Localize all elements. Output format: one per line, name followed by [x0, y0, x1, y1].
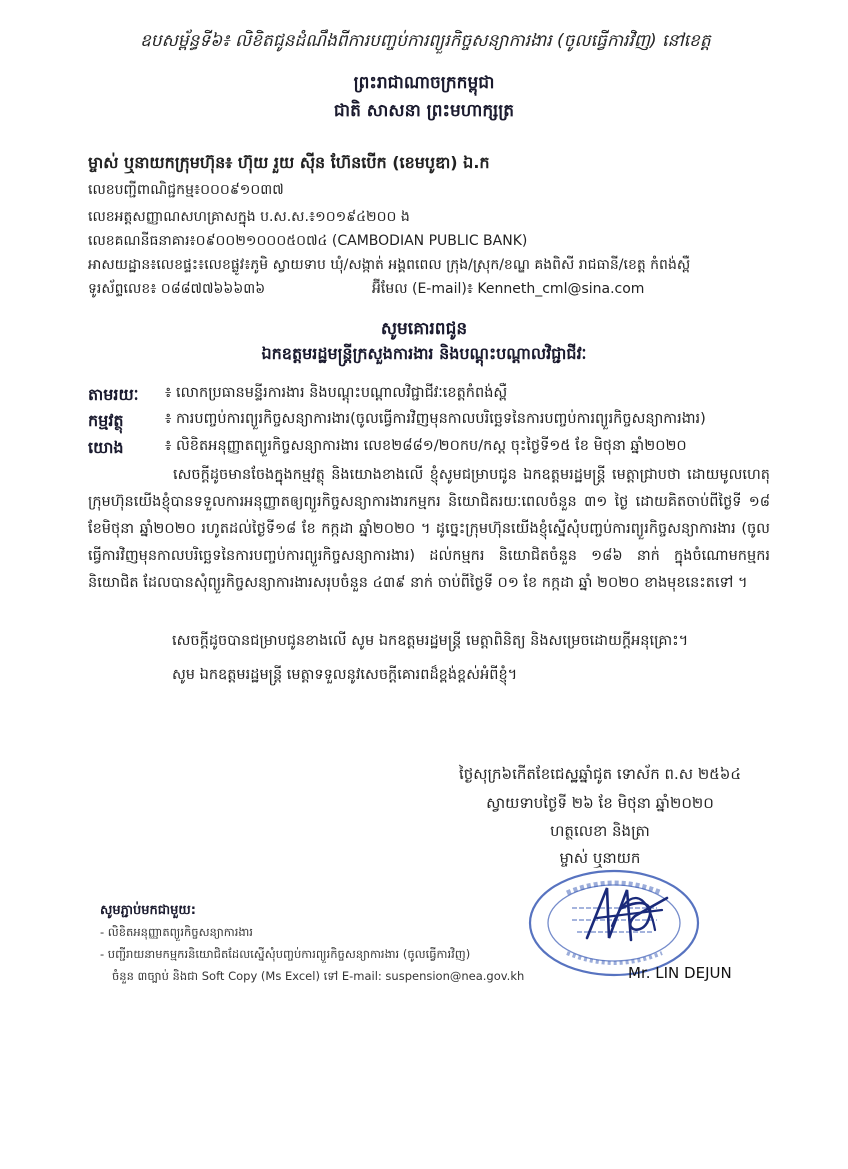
attachment-item-3: ចំនួន ៣ច្បាប់ និងជា Soft Copy (Ms Excel) ទៅ E-mail: suspension@nea.gov.kh [112, 969, 525, 983]
signer-name: Mr. LIN DEJUN [628, 964, 732, 982]
via-value: ៖ លោកប្រធានមន្ទីរការងារ និងបណ្តុះបណ្តាលវិជ្ជាជីវៈខេត្តកំពង់ស្ពឺ [165, 385, 508, 401]
body-paragraph-1: សេចក្តីដូចមានចែងក្នុងកម្មវត្ថុ និងយោងខាងលើ ខ្ញុំសូមជម្រាបជូន ឯកឧត្តមរដ្ឋមន្ត្រី មេត្តាជ្រាបថា ដោយមូលហេតុក្រុមហ៊ុនយើងខ្ញុំបានទទួលការអនុញ្ញាតឲ្យព្យួរកិច្ចសន្យាការងារកម្មករ និយោជិតរយៈពេលចំនួន ៣១ ថ្ងៃ ដោយគិតចាប់ពីថ្ងៃទី ១៨ ខែមិថុនា ឆ្នាំ២០២០ រហូតដល់ថ្ងៃទី១៨ ខែ កក្កដា ឆ្នាំ២០២០ ។ ដូច្នេះក្រុមហ៊ុនយើងខ្ញុំស្នើសុំបញ្ចប់ការព្យួរកិច្ចសន្យាការងារ (ចូលធ្វើការវិញមុនកាលបរិច្ឆេទនៃការបញ្ចប់ការព្យួរកិច្ចសន្យាការងារ) ដល់កម្មករ និយោជិតចំនួន ១៨៦ នាក់ ក្នុងចំណោមកម្មករ និយោជិត ដែលបានសុំព្យួរកិច្ចសន្យាការងារសរុបចំនួន ៤៣៩ នាក់ ចាប់ពីថ្ងៃទី ០១ ខែ កក្កដា ឆ្នាំ ២០២០ ខាងមុខនេះតទៅ ។ [88, 467, 770, 591]
recipient-title: ឯកឧត្តមរដ្ឋមន្ត្រីក្រសួងការងារ និងបណ្តុះបណ្តាលវិជ្ជាជីវៈ [261, 344, 587, 363]
reference-label: យោង [88, 438, 124, 457]
attachment-item-1: - លិខិតអនុញ្ញាតព្យួរកិច្ចសន្យាការងារ [100, 925, 253, 939]
phone-number: ទូរស័ព្ទលេខ៖ ០៨៨៧៧៦៦៦៣៦ [88, 281, 266, 297]
salutation: សូមគោរពជូន [380, 319, 468, 339]
attachment-item-2: - បញ្ជីរាយនាមកម្មករនិយោជិតដែលស្នើសុំបញ្ចប់ការព្យួរកិច្ចសន្យាការងារ (ចូលធ្វើការវិញ) [100, 947, 471, 961]
company-seal-stamp [527, 868, 702, 978]
nssf-id: លេខអត្តសញ្ញាណសហគ្រាសក្នុង ប.ស.ស.៖១០១៩៤២០០ ង [88, 209, 410, 225]
attachments-title: សូមភ្ជាប់មកជាមួយ: [100, 903, 196, 918]
annex-title: ឧបសម្ព័ន្ធទី៦៖ លិខិតជូនដំណឹងពីការបញ្ចប់ការព្យួរកិច្ចសន្យាការងារ (ចូលធ្វើការវិញ) នៅខេត្ត [140, 31, 711, 51]
place-date: ស្វាយទាបថ្ងៃទី ២៦ ខែ មិថុនា ឆ្នាំ២០២០ [486, 794, 714, 812]
registration-number: លេខបញ្ជីពាណិជ្ជកម្ម៖០០០៩១០៣៧ [88, 182, 284, 198]
company-address: អាសយដ្ឋាន៖លេខផ្ទះ៖លេខផ្លូវ៖ភូមិ ស្វាយទាប ឃុំ/សង្កាត់ អង្គពពេល ក្រុង/ស្រុក/ខណ្ឌ គងពិសី រាជធានី/ខេត្ត កំពង់ស្ពឺ [88, 257, 691, 273]
sign-and-seal-label: ហត្ថលេខា និងត្រា [550, 822, 650, 840]
email-address: អ៊ីមែល (E-mail)៖ Kenneth_cml@sina.com [372, 281, 645, 297]
lunar-date: ថ្ងៃសុក្រ៦កើតខែជេស្ឋឆ្នាំជូត ទោស័ក ព.ស ២៥៦៤ [458, 765, 742, 783]
national-motto: ជាតិ សាសនា ព្រះមហាក្សត្រ [333, 101, 515, 121]
subject-label: កម្មវត្ថុ [88, 411, 124, 430]
body-paragraph-3: សូម ឯកឧត្តមរដ្ឋមន្ត្រី មេត្តាទទួលនូវសេចក្តីគោរពដ៏ខ្ពង់ខ្ពស់អំពីខ្ញុំ។ [172, 667, 518, 683]
body-paragraph-2: សេចក្តីដូចបានជម្រាបជូនខាងលើ សូម ឯកឧត្តមរដ្ឋមន្ត្រី មេត្តាពិនិត្យ និងសម្រេចដោយក្តីអនុគ្រោះ។ [172, 633, 689, 649]
reference-value: ៖ លិខិតអនុញ្ញាតព្យួរកិច្ចសន្យាការងារ លេខ២៨៨១/២០កប/កស្ត ចុះថ្ងៃទី១៥ ខែ មិថុនា ឆ្នាំ២០២០ [165, 438, 687, 454]
signer-title: ម្ចាស់ ឬនាយក [559, 849, 641, 867]
company-owner-line: ម្ចាស់ ឬនាយកក្រុមហ៊ុន៖ ហ៊ុយ រួយ ស៊ីន ហ៊ែនបើក (ខេមបូឌា) ឯ.ក [88, 153, 490, 172]
kingdom-heading: ព្រះរាជាណាចក្រកម្ពុជា [353, 73, 495, 93]
bank-account: លេខគណនីធនាគារ៖០៩០០២១០០០៥០៧៤ (CAMBODIAN PUBLIC BANK) [88, 233, 528, 249]
via-label: តាមរយៈ [88, 385, 139, 404]
subject-value: ៖ ការបញ្ចប់ការព្យួរកិច្ចសន្យាការងារ(ចូលធ្វើការវិញមុនកាលបរិច្ឆេទនៃការបញ្ចប់ការព្យួរកិច្ចសន្យាការងារ) [165, 411, 706, 427]
